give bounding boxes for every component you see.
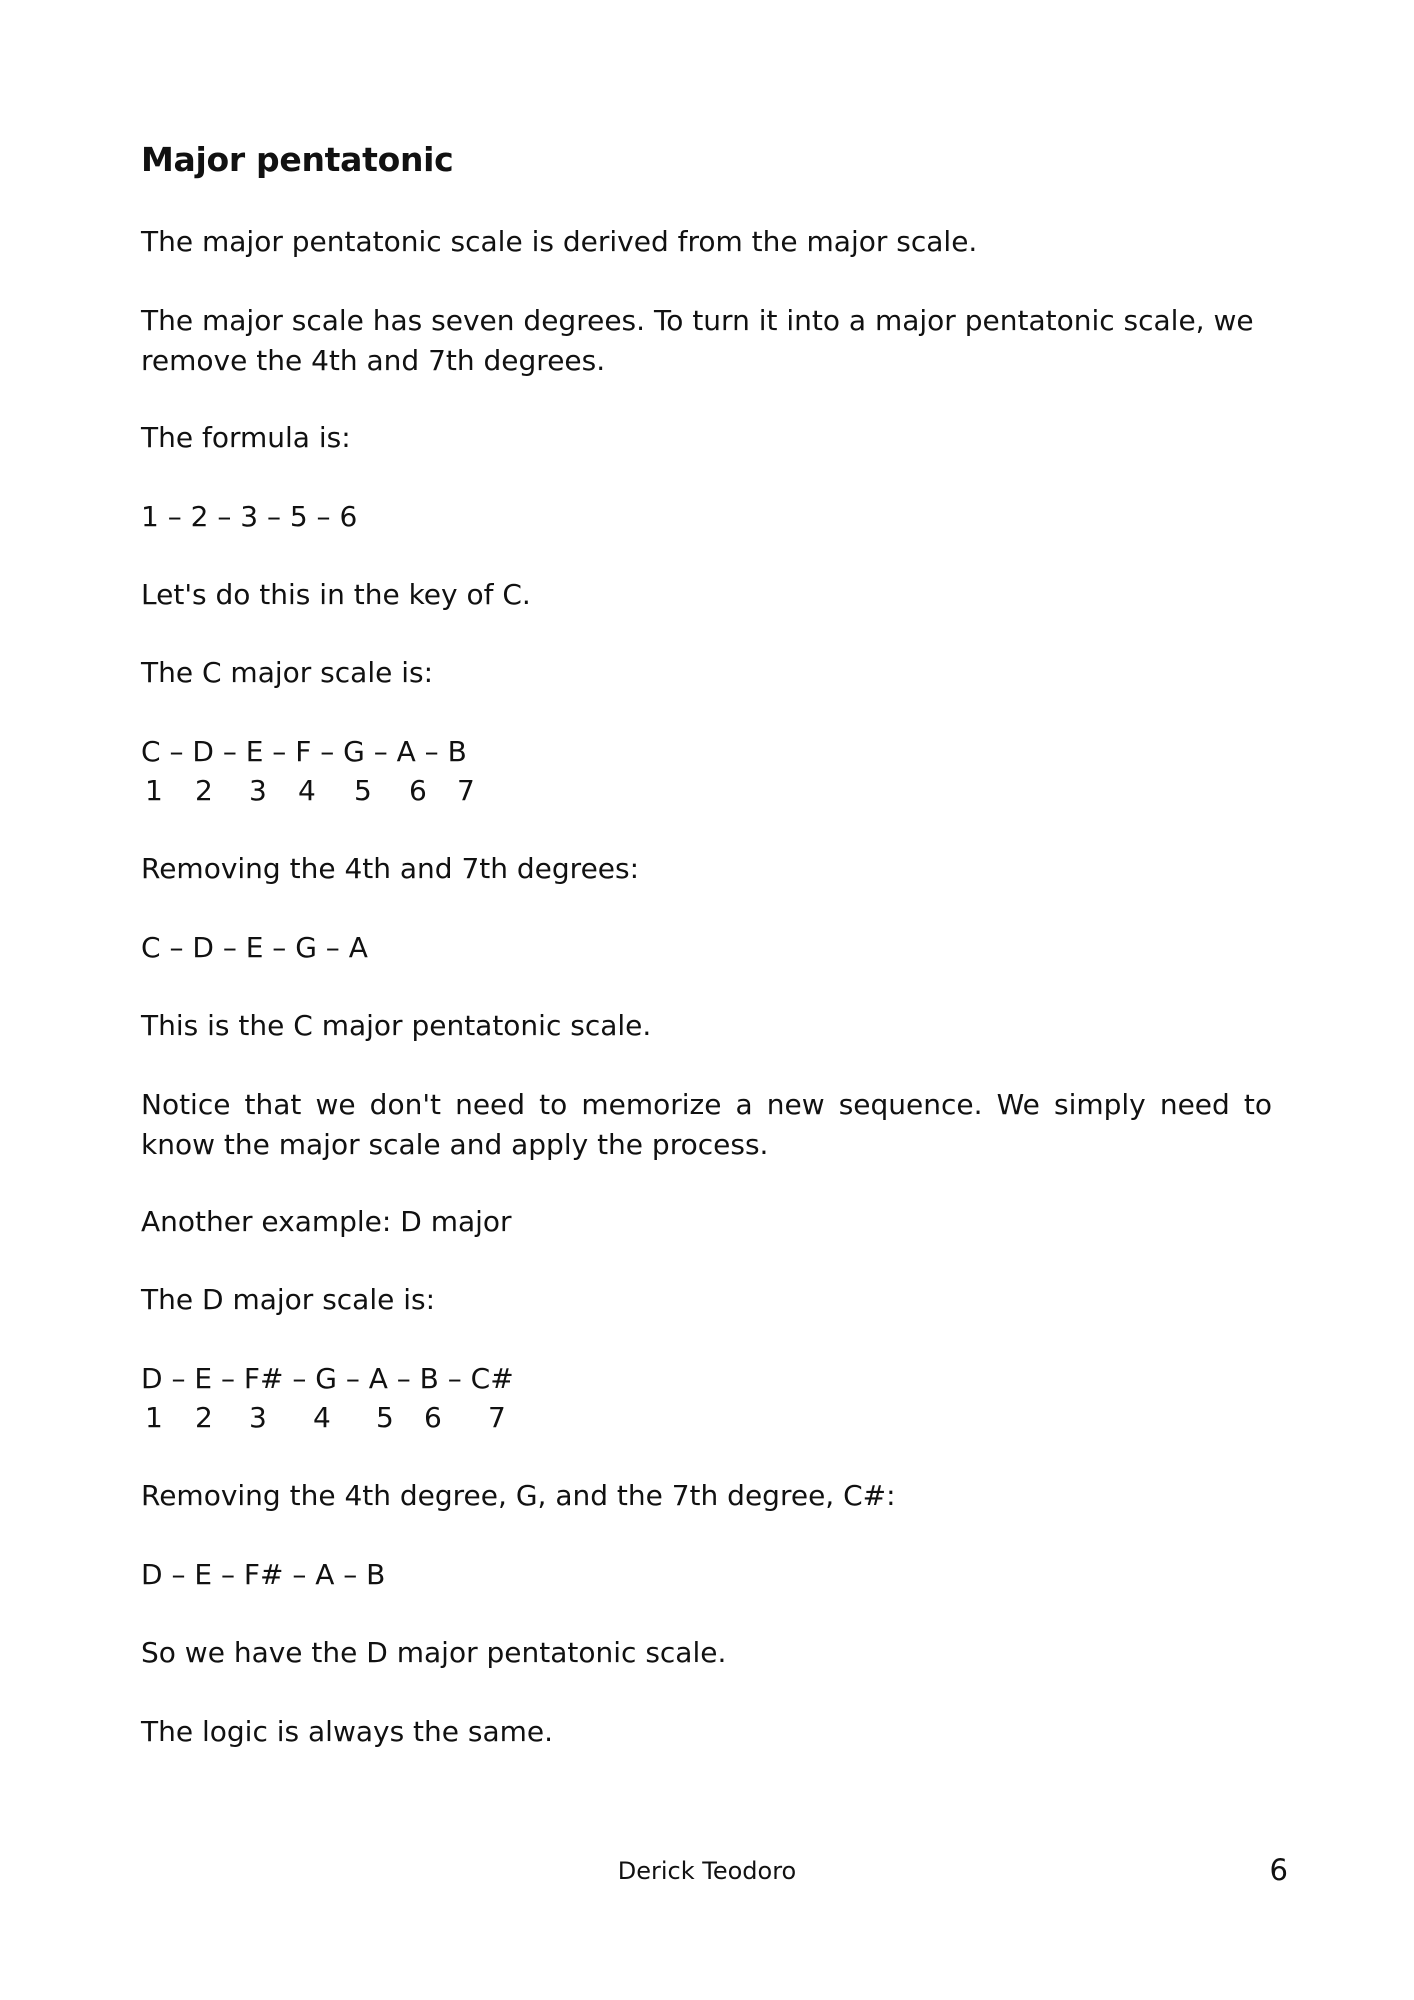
section-heading: Major pentatonic <box>141 140 454 179</box>
degree-number: 6 <box>409 774 427 807</box>
c-pentatonic-notes: C – D – E – G – A <box>141 931 368 964</box>
degree-number: 3 <box>249 1401 267 1434</box>
degree-number: 7 <box>457 774 475 807</box>
paragraph-logic: The logic is always the same. <box>141 1715 554 1748</box>
paragraph-seven-degrees: The major scale has seven degrees. To turn it into a major pentatonic scale, we remove the 4th and 7th degrees. <box>141 304 1254 377</box>
c-major-notes: C – D – E – F – G – A – B <box>141 735 467 768</box>
degree-number: 4 <box>298 774 316 807</box>
paragraph-removing-g-and-csharp: Removing the 4th degree, G, and the 7th degree, C#: <box>141 1479 896 1512</box>
degree-number: 7 <box>488 1401 506 1434</box>
degree-number: 1 <box>145 1401 163 1434</box>
degree-number: 2 <box>195 774 213 807</box>
paragraph-intro: The major pentatonic scale is derived from the major scale. <box>141 225 978 258</box>
degree-number: 5 <box>354 774 372 807</box>
degree-number: 4 <box>313 1401 331 1434</box>
d-major-degree-row <box>141 1398 561 1438</box>
paragraph-c-major-label: The C major scale is: <box>141 656 434 689</box>
footer-author: Derick Teodoro <box>617 1857 797 1885</box>
degree-number: 3 <box>249 774 267 807</box>
paragraph-another-example: Another example: D major <box>141 1205 512 1238</box>
degree-number: 1 <box>145 774 163 807</box>
degree-number: 6 <box>424 1401 442 1434</box>
degree-number: 2 <box>195 1401 213 1434</box>
paragraph-d-pentatonic-result: So we have the D major pentatonic scale. <box>141 1636 727 1669</box>
paragraph-key-of-c: Let's do this in the key of C. <box>141 578 531 611</box>
degree-number: 5 <box>376 1401 394 1434</box>
paragraph-d-major-label: The D major scale is: <box>141 1283 436 1316</box>
paragraph-c-pentatonic-result: This is the C major pentatonic scale. <box>141 1009 652 1042</box>
page-number: 6 <box>1269 1853 1288 1887</box>
formula-sequence: 1 – 2 – 3 – 5 – 6 <box>141 500 358 533</box>
c-major-degree-row <box>141 771 541 811</box>
paragraph-notice: Notice that we don't need to memorize a new sequence. We simply need to know the major scale and apply the process. <box>141 1088 1272 1161</box>
paragraph-formula-label: The formula is: <box>141 421 351 454</box>
d-pentatonic-notes: D – E – F# – A – B <box>141 1558 386 1591</box>
d-major-notes: D – E – F# – G – A – B – C# <box>141 1362 514 1395</box>
paragraph-removing-degrees: Removing the 4th and 7th degrees: <box>141 852 640 885</box>
